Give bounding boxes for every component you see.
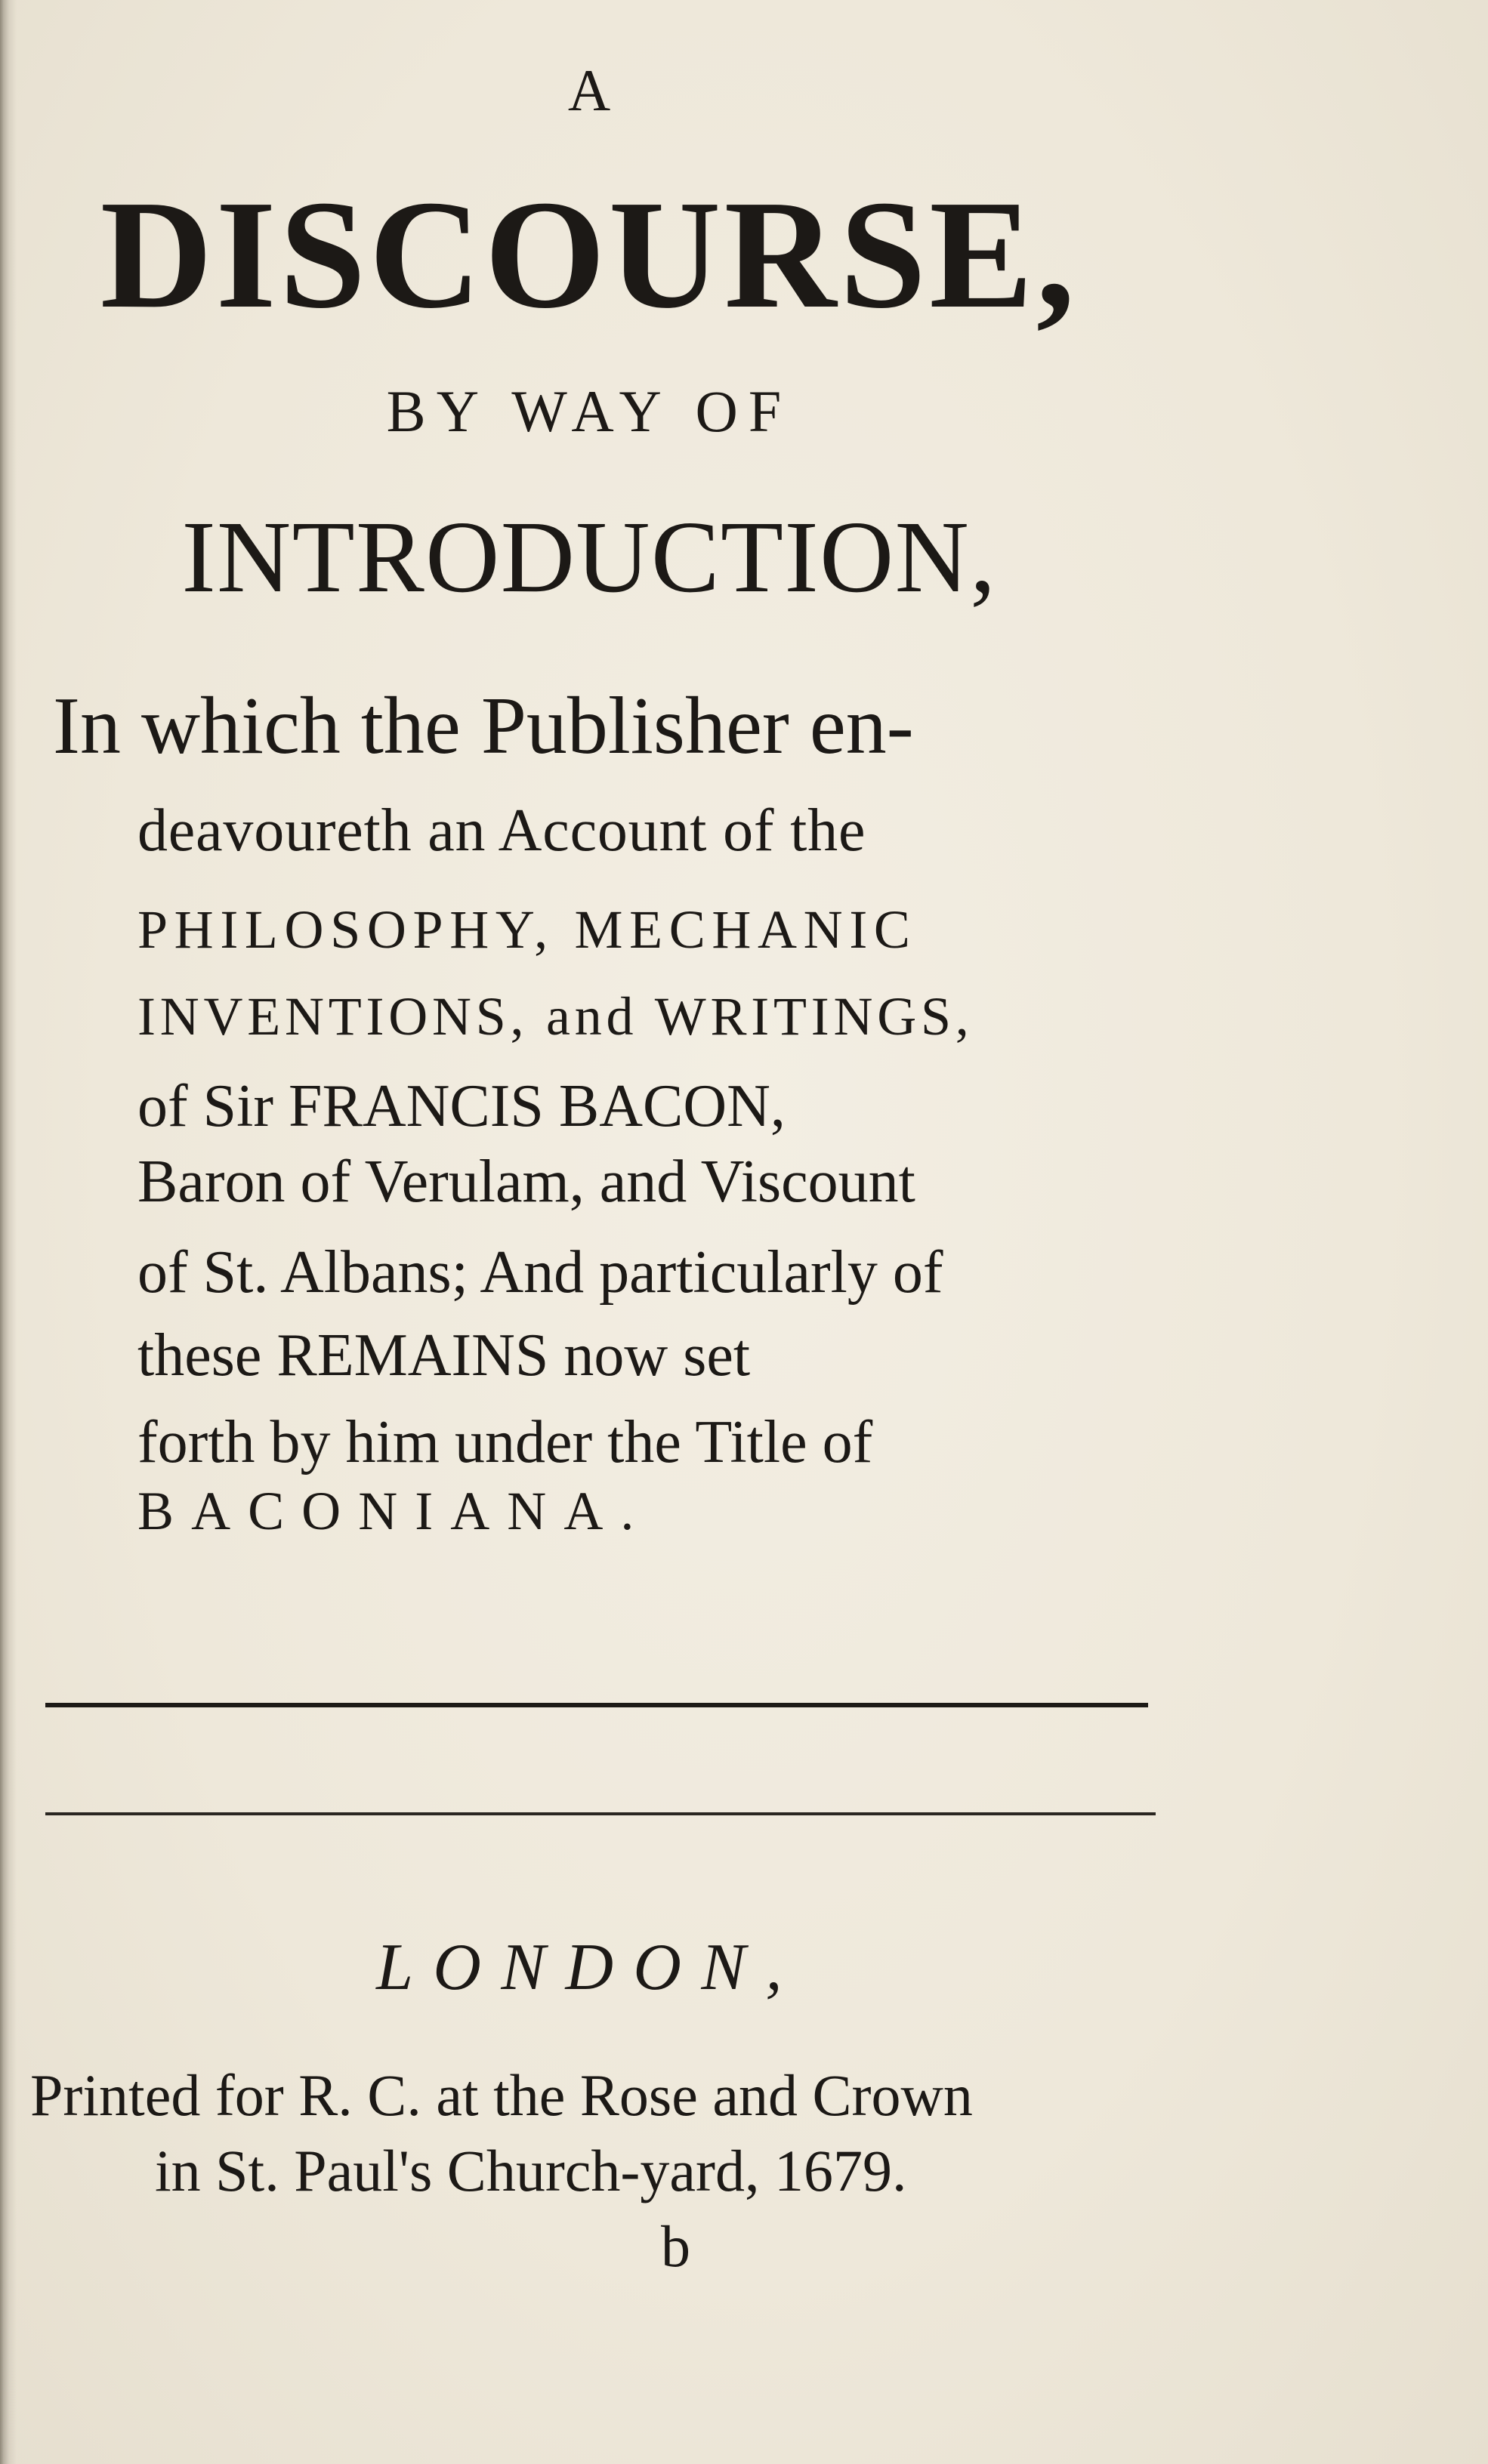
description-line-3: PHILOSOPHY, MECHANIC [137, 899, 917, 960]
title-connector: BY WAY OF [386, 378, 792, 444]
title-main: DISCOURSE, [100, 168, 1079, 341]
description-line-6: Baron of Verulam, and Viscount [137, 1149, 915, 1215]
description-line-4: INVENTIONS, and WRITINGS, [137, 986, 974, 1047]
imprint-city: LONDON, [376, 1931, 802, 2004]
description-line-10: BACONIANA. [137, 1481, 652, 1541]
imprint-line-2: in St. Paul's Church-yard, 1679. [155, 2138, 907, 2203]
title-sub: INTRODUCTION, [181, 501, 997, 614]
description-line-7: of St. Albans; And particularly of [137, 1239, 943, 1306]
description-line-9: forth by him under the Title of [137, 1409, 873, 1476]
signature-mark: b [661, 2213, 690, 2279]
divider-lower [45, 1812, 1156, 1815]
description-line-5: of Sir FRANCIS BACON, [137, 1073, 786, 1139]
description-line-8: these REMAINS now set [137, 1322, 751, 1389]
imprint-line-1: Printed for R. C. at the Rose and Crown [30, 2062, 973, 2128]
description-line-2: deavoureth an Account of the [137, 797, 866, 864]
description-line-1: In which the Publisher en- [53, 681, 914, 771]
divider-upper [45, 1703, 1148, 1707]
title-article: A [567, 57, 611, 123]
binding-gutter [0, 0, 17, 2464]
